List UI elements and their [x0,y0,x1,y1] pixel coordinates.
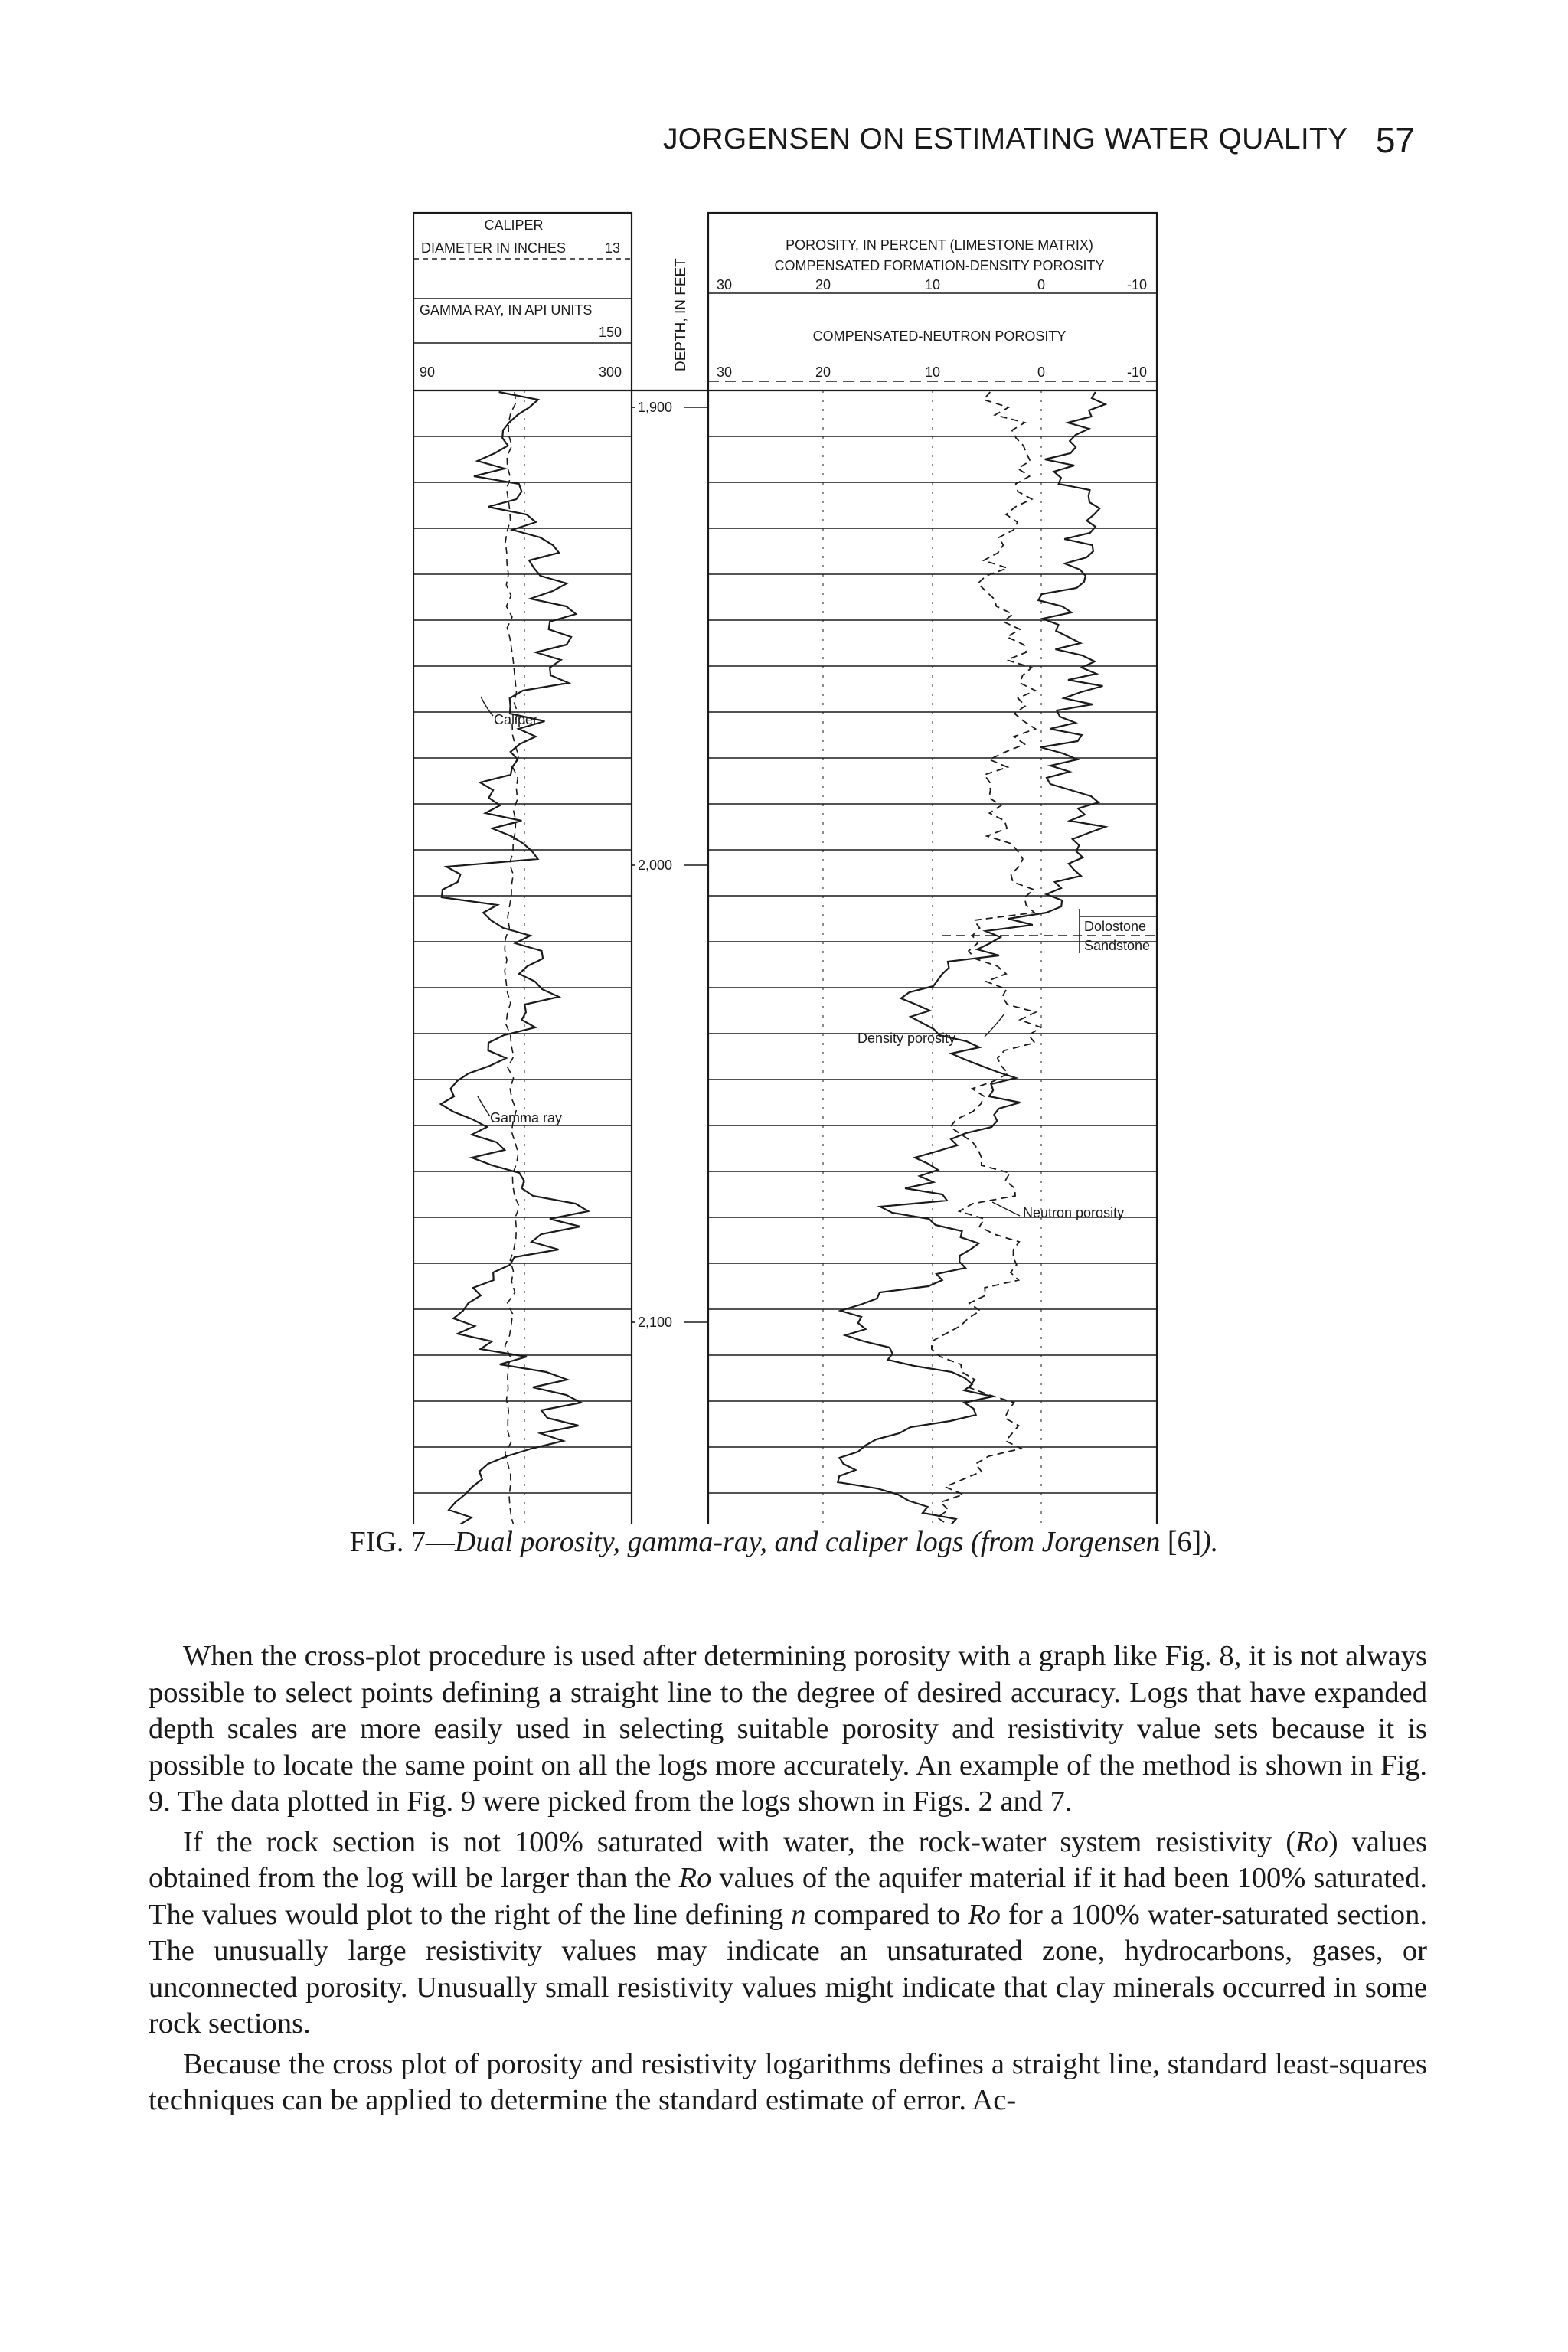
density-scale-tick: 30 [717,277,733,292]
density-porosity-annotation: Density porosity [858,1031,956,1046]
depth-markers [632,400,708,1330]
paragraph-2: If the rock section is not 100% saturated with water, the rock-water system resistivity (Ro) values obtained from the log will be larger than the Ro values of the aquifer material if it had been 100% saturated. The values would plot to the right of the line defining n compared to Ro for a 100% water-saturated section. The unusually large resistivity values may indicate an unsaturated zone, hydrocarbons, gases, or unconnected porosity. Unusually small resistivity values might indicate that clay minerals occurred in some rock sections. [149,1825,1427,2040]
caption-ref: [6] [1167,1526,1202,1558]
running-title: JORGENSEN ON ESTIMATING WATER QUALITY [663,122,1348,155]
caliper-title: CALIPER [484,217,544,233]
neutron-scale-tick: 20 [815,364,831,380]
neutron-scale-ticks [717,364,1147,380]
sandstone-label: Sandstone [1084,938,1151,953]
gamma-scale-right: 150 [598,325,622,340]
curve-annotations [478,697,1020,1216]
density-scale-tick: 20 [815,277,831,292]
left-track-frame [413,213,632,1524]
right-track-grid [708,390,1157,1524]
caption-text: Dual porosity, gamma-ray, and caliper logs (from Jorgensen [454,1526,1168,1558]
left-track-grid [413,390,632,1524]
paragraph-3: Because the cross plot of porosity and resistivity logarithms defines a straight line, standard least-squares techniques can be applied to determine the standard estimate of error. Ac- [149,2047,1427,2116]
density-porosity-curve [838,392,1105,1524]
depth-label-1900: 1,900 [638,400,673,415]
neutron-porosity-annotation: Neutron porosity [1023,1205,1125,1220]
neutron-scale-tick: 0 [1037,364,1046,380]
depth-track-title: DEPTH, IN FEET [673,258,689,371]
gamma-scale-min: 90 [420,364,436,380]
gamma-ray-curve [441,392,589,1524]
paragraph-1: When the cross-plot procedure is used after determining porosity with a graph like Fig. 8, it is not always possible to select points defining a straight line to the degree of desired accuracy. Logs that have expanded depth scales are more easily used in selecting suitable porosity and resistivity value sets because it is possible to locate the same point on all the logs more accurately. An example of the method is shown in Fig. 9. The data plotted in Fig. 9 were picked from the logs shown in Figs. 2 and 7. [149,1640,1427,1818]
caliper-scale-value: 13 [604,240,620,256]
depth-label-2100: 2,100 [638,1315,673,1330]
density-scale-tick: 10 [924,277,941,292]
density-scale-ticks [717,277,1147,292]
caliper-annotation: Caliper [494,712,538,727]
neutron-title: COMPENSATED-NEUTRON POROSITY [812,328,1067,344]
neutron-scale-tick: 30 [717,364,733,380]
depth-label-2000: 2,000 [638,858,673,873]
gamma-scale-max: 300 [598,364,622,380]
caption-end: ). [1201,1526,1219,1558]
gamma-ray-annotation: Gamma ray [490,1110,563,1125]
density-scale-tick: -10 [1126,277,1147,292]
density-scale-tick: 0 [1037,277,1046,292]
body-text [149,1638,1427,2119]
running-header [0,122,1568,168]
neutron-scale-tick: 10 [924,364,941,380]
lithology-boundary [942,909,1156,953]
dolostone-label: Dolostone [1084,919,1147,934]
well-log-figure [413,207,1179,1524]
porosity-title: POROSITY, IN PERCENT (LIMESTONE MATRIX) [786,237,1093,253]
gamma-title: GAMMA RAY, IN API UNITS [420,302,593,318]
density-title: COMPENSATED FORMATION-DENSITY POROSITY [774,258,1105,273]
caliper-unit: DIAMETER IN INCHES [421,240,567,256]
figure-caption [0,1525,1568,1559]
caption-label: FIG. 7— [349,1526,455,1558]
neutron-scale-tick: -10 [1126,364,1147,380]
page-number: 57 [1375,120,1415,160]
